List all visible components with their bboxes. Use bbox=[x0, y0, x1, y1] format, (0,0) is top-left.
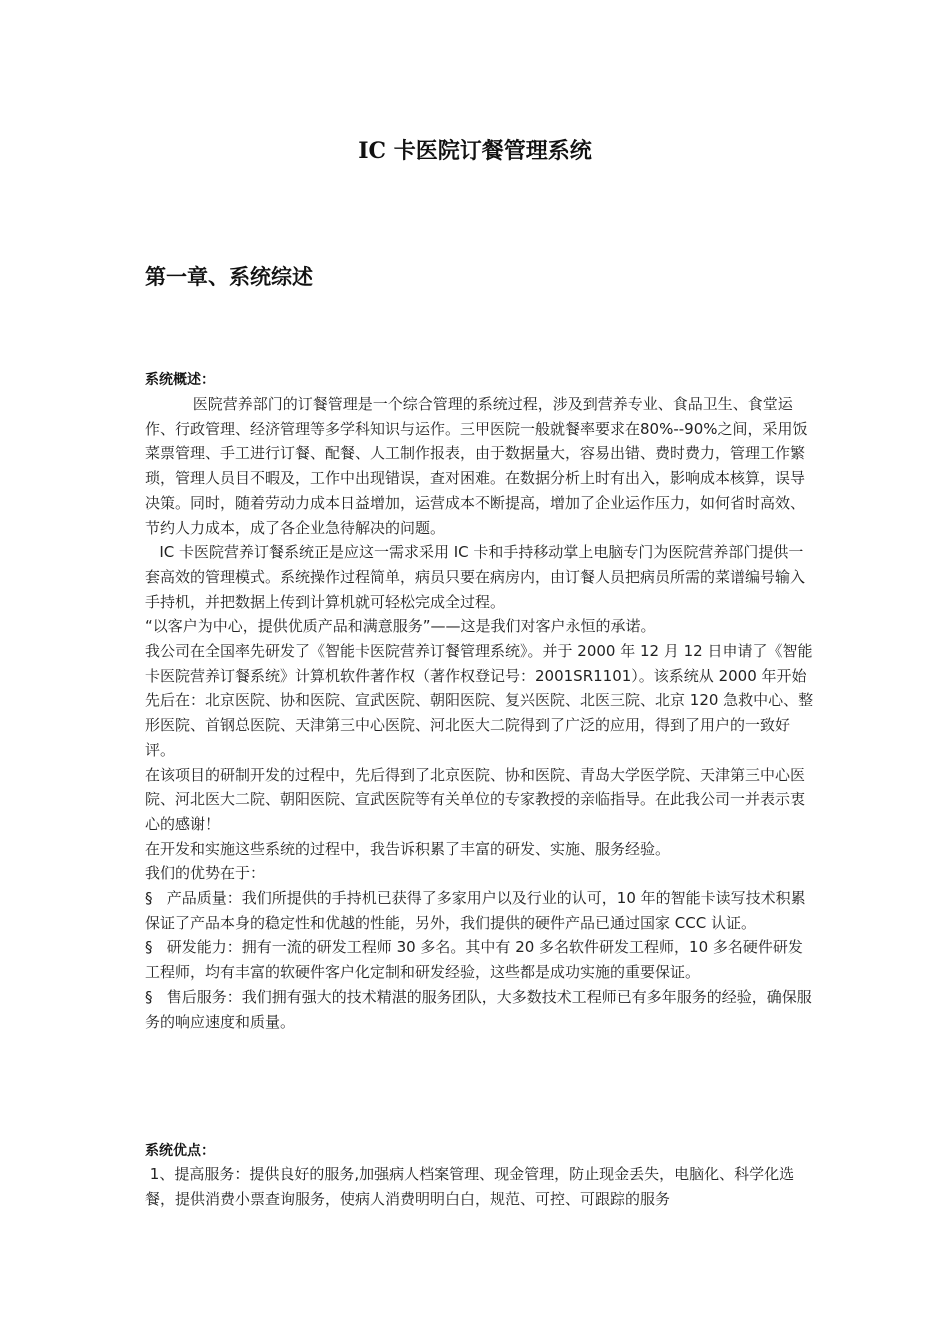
section-heading-overview: 系统概述： bbox=[145, 372, 215, 388]
bullet-item-quality: § 产品质量：我们所提供的手持机已获得了多家用户以及行业的认可，10 年的智能卡读写技术积累保证了产品本身的稳定性和优越的性能，另外，我们提供的硬件产品已通过国家 CCC 认证。 bbox=[145, 889, 806, 932]
paragraph: 我公司在全国率先研发了《智能卡医院营养订餐管理系统》。并于 2000 年 12 月 12 日申请了《智能卡医院营养订餐系统》计算机软件著作权（著作权登记号：2001SR1101）。该系统从 2000 年开始先后在：北京医院、协和医院、宣武医院、朝阳医院、复兴医院、北医三院、北京 120 急救中心、整形医院、首钢总医院、天津第三中心医院、河北医大二院得到了广泛的应用，得到了用户的一致好评。 bbox=[145, 642, 814, 759]
advantages-body bbox=[145, 1162, 815, 1211]
paragraph: 1、提高服务：提供良好的服务,加强病人档案管理、现金管理，防止现金丢失，电脑化、科学化选餐，提供消费小票查询服务，使病人消费明明白白，规范、可控、可跟踪的服务 bbox=[145, 1165, 795, 1208]
paragraph: 我们的优势在于： bbox=[145, 864, 266, 883]
section-heading-advantages: 系统优点： bbox=[145, 1143, 215, 1159]
paragraph: 医院营养部门的订餐管理是一个综合管理的系统过程，涉及到营养专业、食品卫生、食堂运作、行政管理、经济管理等多学科知识与运作。三甲医院一般就餐率要求在80%--90%之间，采用饭菜票管理、手工进行订餐、配餐、人工制作报表，由于数据量大，容易出错、费时费力，管理工作繁琐，管理人员目不暇及，工作中出现错误，查对困难。在数据分析上时有出入，影响成本核算，误导决策。同时，随着劳动力成本日益增加，运营成本不断提高，增加了企业运作压力，如何省时高效、节约人力成本，成了各企业急待解决的问题。 bbox=[145, 395, 808, 537]
page-title: IC 卡医院订餐管理系统 bbox=[358, 138, 592, 164]
overview-body bbox=[145, 392, 815, 1034]
chapter-title: 第一章、系统综述 bbox=[145, 265, 313, 289]
paragraph: 在开发和实施这些系统的过程中，我告诉积累了丰富的研发、实施、服务经验。 bbox=[145, 839, 671, 858]
paragraph: 在该项目的研制开发的过程中，先后得到了北京医院、协和医院、青岛大学医学院、天津第三中心医院、河北医大二院、朝阳医院、宣武医院等有关单位的专家教授的亲临指导。在此我公司一并表示衷心的感谢！ bbox=[145, 765, 806, 833]
bullet-item-service: § 售后服务：我们拥有强大的技术精湛的服务团队，大多数技术工程师已有多年服务的经验，确保服务的响应速度和质量。 bbox=[145, 987, 812, 1031]
bullet-item-rd: § 研发能力：拥有一流的研发工程师 30 多名。其中有 20 多名软件研发工程师，10 多名硬件研发工程师，均有丰富的软硬件客户化定制和研发经验，这些都是成功实施的重要保证。 bbox=[145, 938, 803, 982]
paragraph: “以客户为中心，提供优质产品和满意服务”——这是我们对客户永恒的承诺。 bbox=[145, 617, 656, 636]
paragraph: IC 卡医院营养订餐系统正是应这一需求采用 IC 卡和手持移动掌上电脑专门为医院营养部门提供一套高效的管理模式。系统操作过程简单，病员只要在病房内，由订餐人员把病员所需的菜谱编号输入手持机，并把数据上传到计算机就可轻松完成全过程。 bbox=[145, 543, 806, 611]
